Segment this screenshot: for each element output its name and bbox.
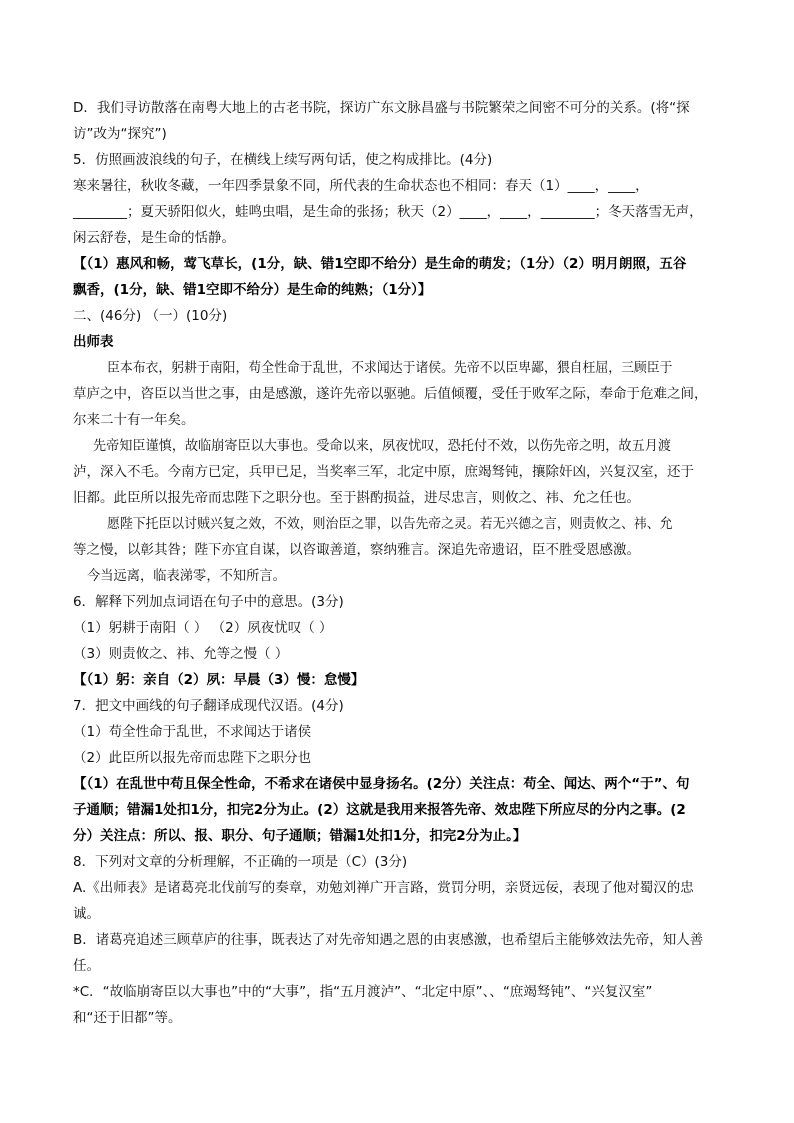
passage-paragraph-1-line-2: 草庐之中，咨臣以当世之事，由是感激，遂许先帝以驱驰。后值倾覆，受任于败军之际，奉命于危难之间，: [73, 386, 708, 402]
answer-7-line-2: 子通顺；错漏1处扣1分，扣完2分为止。(2）这就是我用来报答先帝、效忠陛下所应尽的分内之事。(2: [73, 802, 686, 818]
answer-6: 【（1）躬：亲自（2）夙：早晨（3）慢：怠慢】: [73, 672, 365, 688]
option-d-line-2: 访”改为“探究”): [73, 126, 167, 142]
answer-5-line-1: 【（1）惠风和畅，莺飞草长，(1分，缺、错1空即不给分）是生命的萌发；（1分）（2）明月朗照，五谷: [73, 256, 687, 272]
question-5-text-3: 闲云舒卷，是生命的恬静。: [73, 230, 235, 246]
question-6-items-2: （3）则责攸之、祎、允等之慢（ ）: [73, 646, 289, 662]
passage-paragraph-2-line-1: 先帝知臣谨慎，故临崩寄臣以大事也。受命以来，夙夜忧叹，恐托付不效，以伤先帝之明，故五月渡: [93, 438, 671, 454]
option-b-line-1: B．诸葛亮追述三顾草庐的往事，既表达了对先帝知遇之恩的由衷感激，也希望后主能够效法先帝，知人善: [73, 932, 704, 948]
option-c-line-2: 和“还于旧都”等。: [73, 1010, 182, 1026]
section-two-heading: 二、(46分) （一）(10分): [73, 308, 228, 324]
question-7-item-1: （1）苟全性命于乱世，不求闻达于诸侯: [73, 724, 312, 740]
passage-paragraph-4: 今当远离，临表涕零，不知所言。: [87, 568, 286, 584]
passage-paragraph-2-line-3: 旧都。此臣所以报先帝而忠陛下之职分也。至于斟酌损益，进尽忠言，则攸之、祎、允之任也。: [73, 490, 640, 506]
option-a-line-1: A.《出师表》是诸葛亮北伐前写的奏章，劝勉刘禅广开言路，赏罚分明，亲贤远佞，表现了他对蜀汉的忠: [73, 880, 694, 896]
question-5-title: 5．仿照画波浪线的句子，在横线上续写两句话，使之构成排比。(4分): [73, 152, 493, 168]
passage-paragraph-3-line-2: 等之慢，以彰其咎；陛下亦宜自谋，以咨诹善道，察纳雅言。深追先帝遗诏，臣不胜受恩感激。: [73, 542, 640, 558]
answer-5-line-2: 飘香，(1分，缺、错1空即不给分）是生命的纯熟；（1分）】: [73, 282, 432, 298]
question-7-title: 7．把文中画线的句子翻译成现代汉语。(4分): [73, 698, 344, 714]
passage-paragraph-1-line-3: 尔来二十有一年矣。: [73, 412, 195, 428]
option-a-line-2: 诚。: [73, 906, 100, 922]
passage-paragraph-1-line-1: 臣本布衣，躬耕于南阳，苟全性命于乱世，不求闻达于诸侯。先帝不以臣卑鄙，猥自枉屈，三顾臣于: [107, 360, 673, 376]
passage-paragraph-2-line-2: 泸，深入不毛。今南方已定，兵甲已足，当奖率三军，北定中原，庶竭驽钝，攘除奸凶，兴复汉室，还于: [73, 464, 694, 480]
passage-title: 出师表: [73, 334, 114, 350]
passage-paragraph-3-line-1: 愿陛下托臣以讨贼兴复之效，不效，则治臣之罪，以告先帝之灵。若无兴德之言，则责攸之、祎、允: [107, 516, 673, 532]
answer-7-line-3: 分）关注点：所以、报、职分、句子通顺；错漏1处扣1分，扣完2分为止。】: [73, 828, 527, 844]
answer-7-line-1: 【（1）在乱世中苟且保全性命，不希求在诸侯中显身扬名。(2分）关注点：苟全、闻达、两个“于”、句: [73, 776, 690, 792]
question-8-title: 8．下列对文章的分析理解，不正确的一项是（C）(3分): [73, 854, 408, 870]
option-c-line-1: *C．“故临崩寄臣以大事也”中的“大事”，指“五月渡泸”、“北定中原”、、“庶竭驽钝”、“兴复汉室”: [73, 984, 653, 1000]
question-5-text-2: ________；夏天骄阳似火，蛙鸣虫唱，是生命的张扬；秋天（2）____，____，________；冬天落雪无声，: [73, 204, 703, 220]
option-b-line-2: 任。: [73, 958, 100, 974]
question-6-title: 6．解释下列加点词语在句子中的意思。(3分): [73, 594, 344, 610]
question-6-items-1: （1）躬耕于南阳（ ） （2）夙夜忧叹（ ）: [73, 620, 333, 636]
question-7-item-2: （2）此臣所以报先帝而忠陛下之职分也: [73, 750, 312, 766]
question-5-text-1: 寒来暑往，秋收冬藏，一年四季景象不同，所代表的生命状态也不相同：春天（1）____，____，: [73, 178, 649, 194]
option-d-line-1: D．我们寻访散落在南粤大地上的古老书院，探访广东文脉昌盛与书院繁荣之间密不可分的关系。(将“探: [73, 100, 690, 116]
